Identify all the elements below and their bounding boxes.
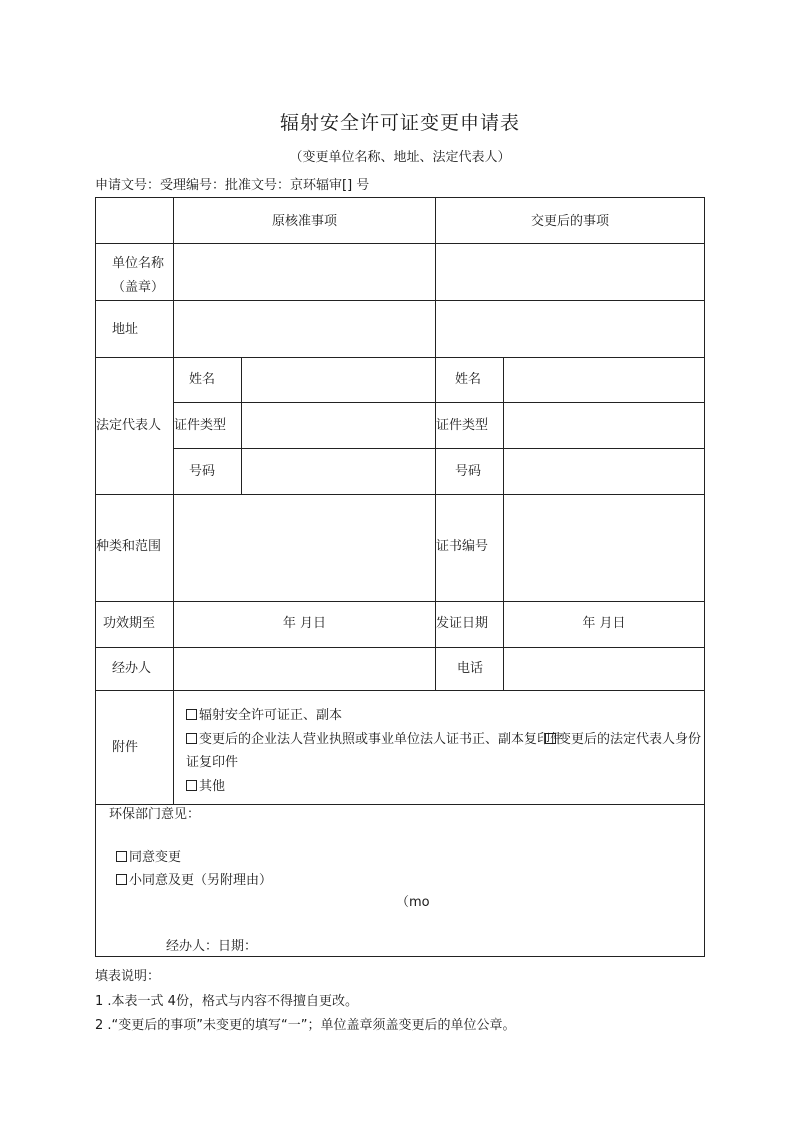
attachment-item[interactable]: 变更后的企业法人营业执照或事业单位法人证书正、副本复印件 xyxy=(186,733,563,746)
header-changed: 交更后的事项 xyxy=(530,214,609,229)
checkbox-icon[interactable] xyxy=(186,733,197,744)
checkbox-icon[interactable] xyxy=(186,780,197,791)
name-label-original: 姓名 xyxy=(189,372,216,387)
unit-name-changed-field[interactable] xyxy=(436,244,704,300)
row-divider xyxy=(96,601,704,602)
scope-field[interactable] xyxy=(174,495,435,601)
notes-heading: 填表说明： xyxy=(95,969,161,984)
attachment-item[interactable]: 变更后的法定代表人身份 xyxy=(545,733,701,746)
opinion-disagree-option[interactable]: 小同意及更（另附理由） xyxy=(116,874,272,887)
document-subtitle: （变更单位名称、地址、法定代表人） xyxy=(289,150,511,165)
address-original-field[interactable] xyxy=(174,301,435,357)
row-divider xyxy=(96,804,704,805)
row-divider xyxy=(173,402,704,403)
attachment-label: 附件 xyxy=(112,740,139,755)
phone-label: 电话 xyxy=(457,661,484,676)
row-divider xyxy=(96,690,704,691)
cert-number-label: 证书编号 xyxy=(436,539,489,554)
cert-type-label-changed: 证件类型 xyxy=(436,418,489,433)
signer-line: 经办人：日期： xyxy=(166,939,258,954)
application-form-table xyxy=(95,197,705,957)
row-divider xyxy=(173,448,704,449)
application-number-line: 申请文号：受理编号：批准文号：京环辐审[] 号 xyxy=(95,178,370,193)
document-title: 辐射安全许可证变更申请表 xyxy=(279,112,520,134)
unit-name-label: 单位名称 xyxy=(112,256,165,271)
phone-field[interactable] xyxy=(504,648,704,690)
valid-until-date: 年 月日 xyxy=(282,616,327,631)
stamp-text: （mo xyxy=(396,895,430,910)
issue-date-label: 发证日期 xyxy=(436,616,489,631)
attachment-item[interactable]: 辐射安全许可证正、副本 xyxy=(186,709,342,722)
unit-name-original-field[interactable] xyxy=(174,244,435,300)
checkbox-icon[interactable] xyxy=(116,851,127,862)
attachment-item-continued: 证复印件 xyxy=(186,755,239,770)
attachment-item[interactable]: 其他 xyxy=(186,780,225,793)
notes-item-1: 1 .本表一式 4份，格式与内容不得擅自更改。 xyxy=(95,994,358,1009)
cert-type-label-original: 证件类型 xyxy=(174,418,227,433)
issue-date: 年 月日 xyxy=(582,616,626,631)
stamp-label: （盖章） xyxy=(112,280,165,295)
number-label-original: 号码 xyxy=(189,464,216,479)
address-changed-field[interactable] xyxy=(436,301,704,357)
opinion-title: 环保部门意见： xyxy=(109,807,201,822)
number-label-changed: 号码 xyxy=(455,464,482,479)
name-changed-field[interactable] xyxy=(504,358,704,402)
notes-item-2: 2 .“变更后的事项”未变更的填写“一”；单位盖章须盖变更后的单位公章。 xyxy=(95,1018,516,1033)
opinion-agree-option[interactable]: 同意变更 xyxy=(116,851,181,864)
checkbox-icon[interactable] xyxy=(116,874,127,885)
name-original-field[interactable] xyxy=(242,358,435,402)
handler-label: 经办人 xyxy=(112,661,152,676)
handler-field[interactable] xyxy=(174,648,435,690)
address-label: 地址 xyxy=(112,322,139,337)
valid-until-label: 功效期至 xyxy=(103,616,156,631)
checkbox-icon[interactable] xyxy=(545,733,556,744)
legal-rep-label: 法定代表人 xyxy=(96,418,162,433)
cert-number-field[interactable] xyxy=(504,495,704,601)
header-original: 原核准事项 xyxy=(271,214,337,229)
scope-label: 种类和范围 xyxy=(96,539,162,554)
name-label-changed: 姓名 xyxy=(455,372,482,387)
checkbox-icon[interactable] xyxy=(186,709,197,720)
